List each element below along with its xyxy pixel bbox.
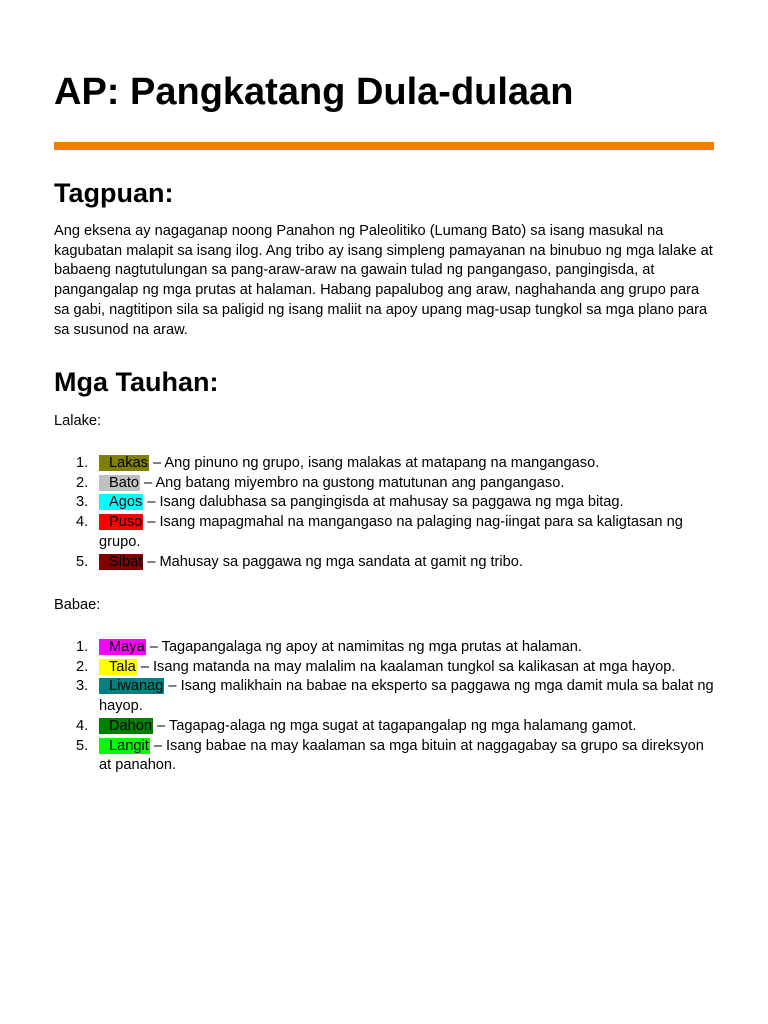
character-item [54,454,714,474]
item-number: 5. [76,553,89,570]
item-number: 3. [76,494,89,511]
character-name: Maya [99,639,146,655]
character-name: Lakas [99,455,149,471]
character-name: Dahon [99,718,153,734]
character-item [54,493,714,513]
character-description: – Tagapangalaga ng apoy at namimitas ng mga prutas at halaman. [145,639,582,655]
babae-label: Babae: [54,597,101,613]
tagpuan-heading: Tagpuan: [54,178,174,208]
item-number: 5. [76,737,89,754]
character-item [54,737,714,776]
character-name: Liwanag [99,678,164,694]
character-description: – Isang malikhain na babae na eksperto sa paggawa ng mga damit mula sa balat ng hayop. [99,678,714,715]
item-number: 4. [76,717,89,734]
item-number: 2. [76,658,89,675]
character-description: – Ang batang miyembro na gustong matutunan ang pangangaso. [140,474,565,491]
document-title: AP: Pangkatang Dula-dulaan [54,71,574,113]
character-item [54,513,714,552]
title-divider [54,142,714,150]
character-name: Puso [99,514,143,530]
lalake-label: Lalake: [54,413,102,429]
character-item [54,717,714,737]
item-number: 2. [76,474,89,491]
character-name: Agos [99,494,143,510]
character-description: – Ang pinuno ng grupo, isang malakas at matapang na mangangaso. [148,455,600,471]
tagpuan-paragraph: Ang eksena ay nagaganap noong Panahon ng Paleolitiko (Lumang Bato) sa isang masukal na kagubatan malapit sa isang ilog. Ang tribo ay isang simpleng pamayanan na binubuo ng mga lalake at babaeng nagtutulungan sa pang-araw-araw na gawain tulad ng pangangaso, pangingisda, at pangangalap ng mga prutas at halaman. Habang papalubog ang araw, naghahanda ang grupo para sa gabi, nagtitipon sila sa paligid ng isang maliit na apoy upang mag-usap tungkol sa mga plano para sa susunod na araw. [54,223,713,338]
character-name: Langit [99,738,150,754]
character-name: Bato [99,475,140,491]
item-number: 3. [76,678,89,695]
character-description: – Isang dalubhasa sa pangingisda at mahusay sa paggawa ng mga bitag. [143,494,624,511]
character-description: – Isang mapagmahal na mangangaso na palaging nag-iingat para sa kaligtasan ng grupo. [99,514,683,550]
character-description: – Isang babae na may kaalaman sa mga bituin at naggagabay sa grupo sa direksyon at panahon. [99,737,704,774]
character-description: – Tagapag-alaga ng mga sugat at tagapangalap ng mga halamang gamot. [153,717,637,734]
character-item [54,677,714,716]
character-description: – Isang matanda na may malalim na kaalaman tungkol sa kalikasan at mga hayop. [136,658,676,675]
character-name: Sibat [99,554,143,570]
item-number: 4. [76,514,89,531]
character-description: – Mahusay sa paggawa ng mga sandata at gamit ng tribo. [143,553,523,570]
item-number: 1. [76,455,89,471]
character-name: Tala [99,659,137,675]
character-item [54,638,714,658]
item-number: 1. [76,639,89,655]
lalake-list [54,454,714,572]
babae-list [54,638,714,776]
character-item [54,553,714,573]
tauhan-heading: Mga Tauhan: [54,367,219,397]
character-item [54,658,714,678]
character-item [54,474,714,494]
